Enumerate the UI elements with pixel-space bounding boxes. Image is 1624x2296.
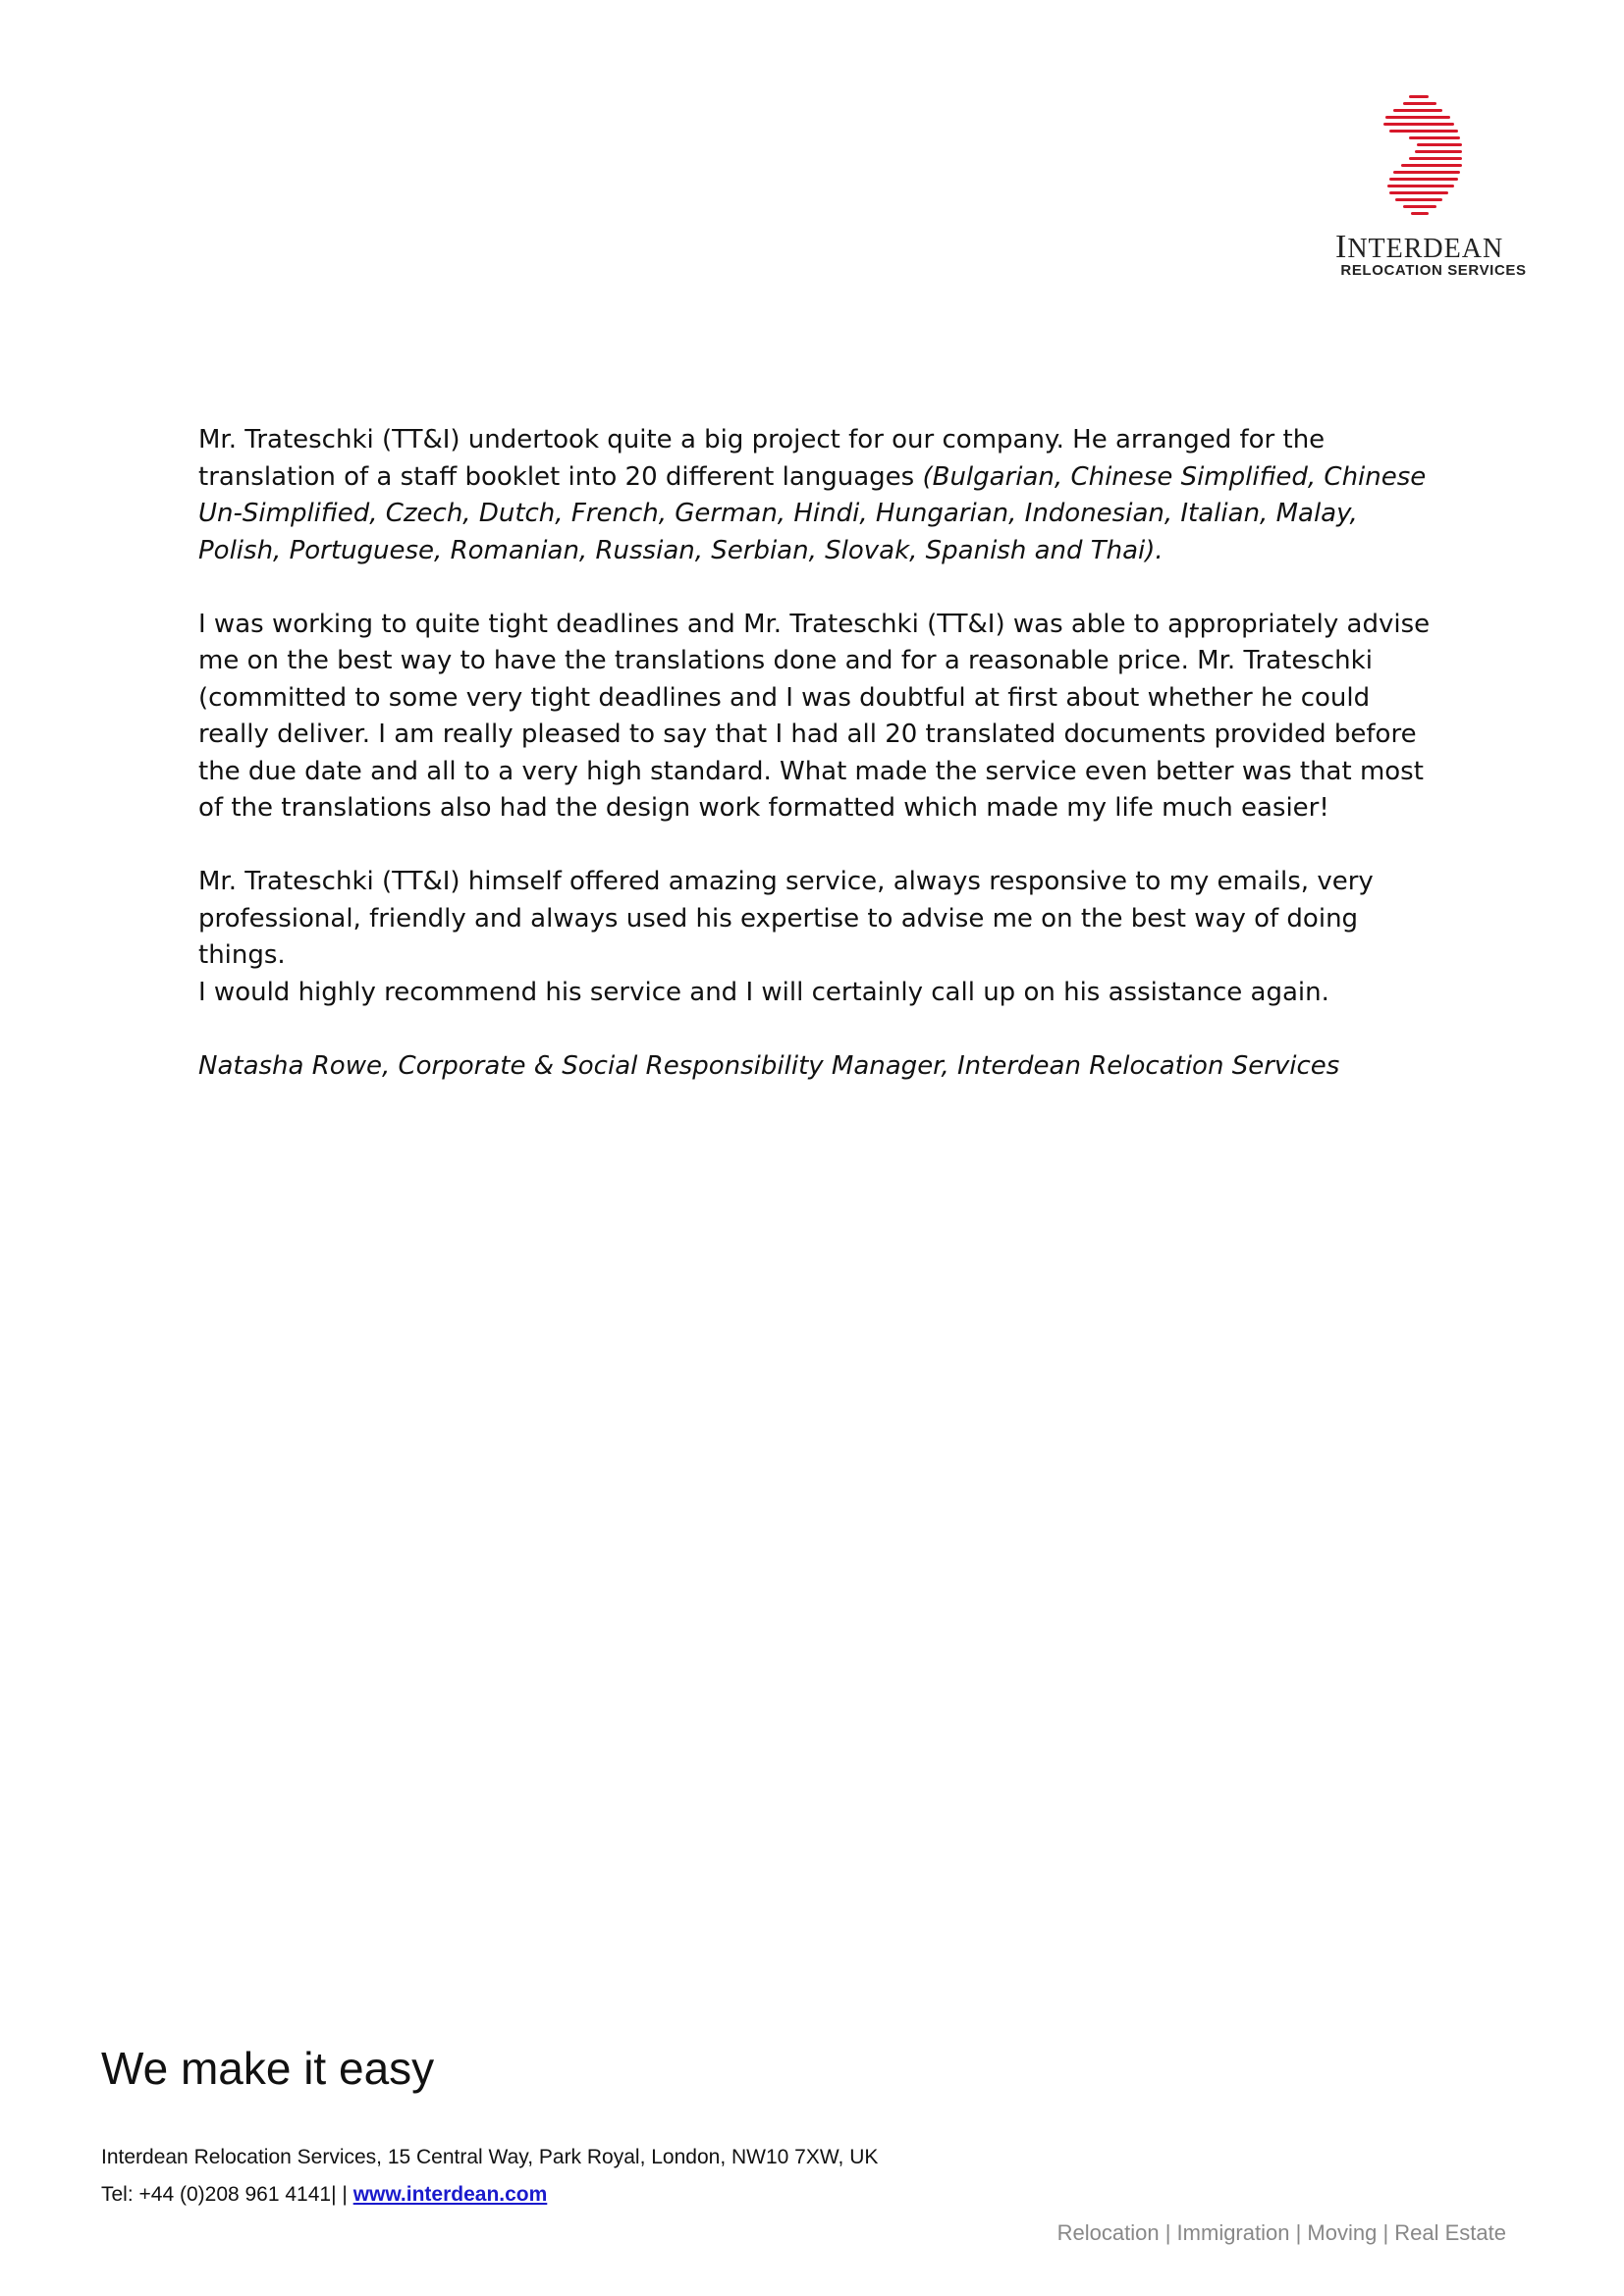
paragraph-deadlines: I was working to quite tight deadlines and Mr. Trateschki (TT&I) was able to appropriately advise me on the best way to have the translations done and for a reasonable price. Mr. Trateschki (committed to some very tight deadlines and I was doubtful at first about whether he could really deliver. I am really pleased to say that I had all 20 translated documents provided before the due date and all to a very high standard. What made the service even better was that most of the translations also had the design work formatted which made my life much easier! — [198, 609, 1431, 823]
website-link[interactable]: www.interdean.com — [352, 2183, 548, 2206]
footer-tagline: We make it easy — [101, 2043, 435, 2094]
logo-wordmark: INTERDEAN — [1335, 229, 1504, 265]
horse-head-icon — [1380, 93, 1468, 216]
footer-address: Interdean Relocation Services, 15 Central Way, Park Royal, London, NW10 7XW, UK — [101, 2146, 879, 2168]
paragraph-service: Mr. Trateschki (TT&I) himself offered amazing service, always responsive to my emails, very professional, friendly and always used his expertise to advise me on the best way of doing things. I would highly recommend his service and I will certainly call up on his assistance again. — [198, 867, 1374, 1007]
footer-services: Relocation | Immigration | Moving | Real Estate — [1056, 2220, 1506, 2245]
letter-body — [198, 422, 1445, 1122]
footer-contact: Tel: +44 (0)208 961 4141| | www.interdean.com — [101, 2183, 548, 2206]
logo-subtitle: RELOCATION SERVICES — [1340, 262, 1527, 279]
languages-list: (Bulgarian, Chinese Simplified, Chinese Un-Simplified, Czech, Dutch, French, German, Hindi, Hungarian, Indonesian, Italian, Malay, Polish, Portuguese, Romanian, Russian, Serbian, Slovak, Spanish and Thai). — [198, 461, 1427, 565]
paragraph-project: Mr. Trateschki (TT&I) undertook quite a big project for our company. He arranged for the translation of a staff booklet into 20 different languages (Bulgarian, Chinese Simplified, Chinese Un-Simplified, Czech, Dutch, French, German, Hindi, Hungarian, Indonesian, Italian, Malay, Polish, Portuguese, Romanian, Russian, Serbian, Slovak, Spanish and Thai). — [198, 425, 1427, 565]
signature: Natasha Rowe, Corporate & Social Responsibility Manager, Interdean Relocation Services — [198, 1050, 1340, 1081]
company-logo — [1306, 93, 1542, 290]
